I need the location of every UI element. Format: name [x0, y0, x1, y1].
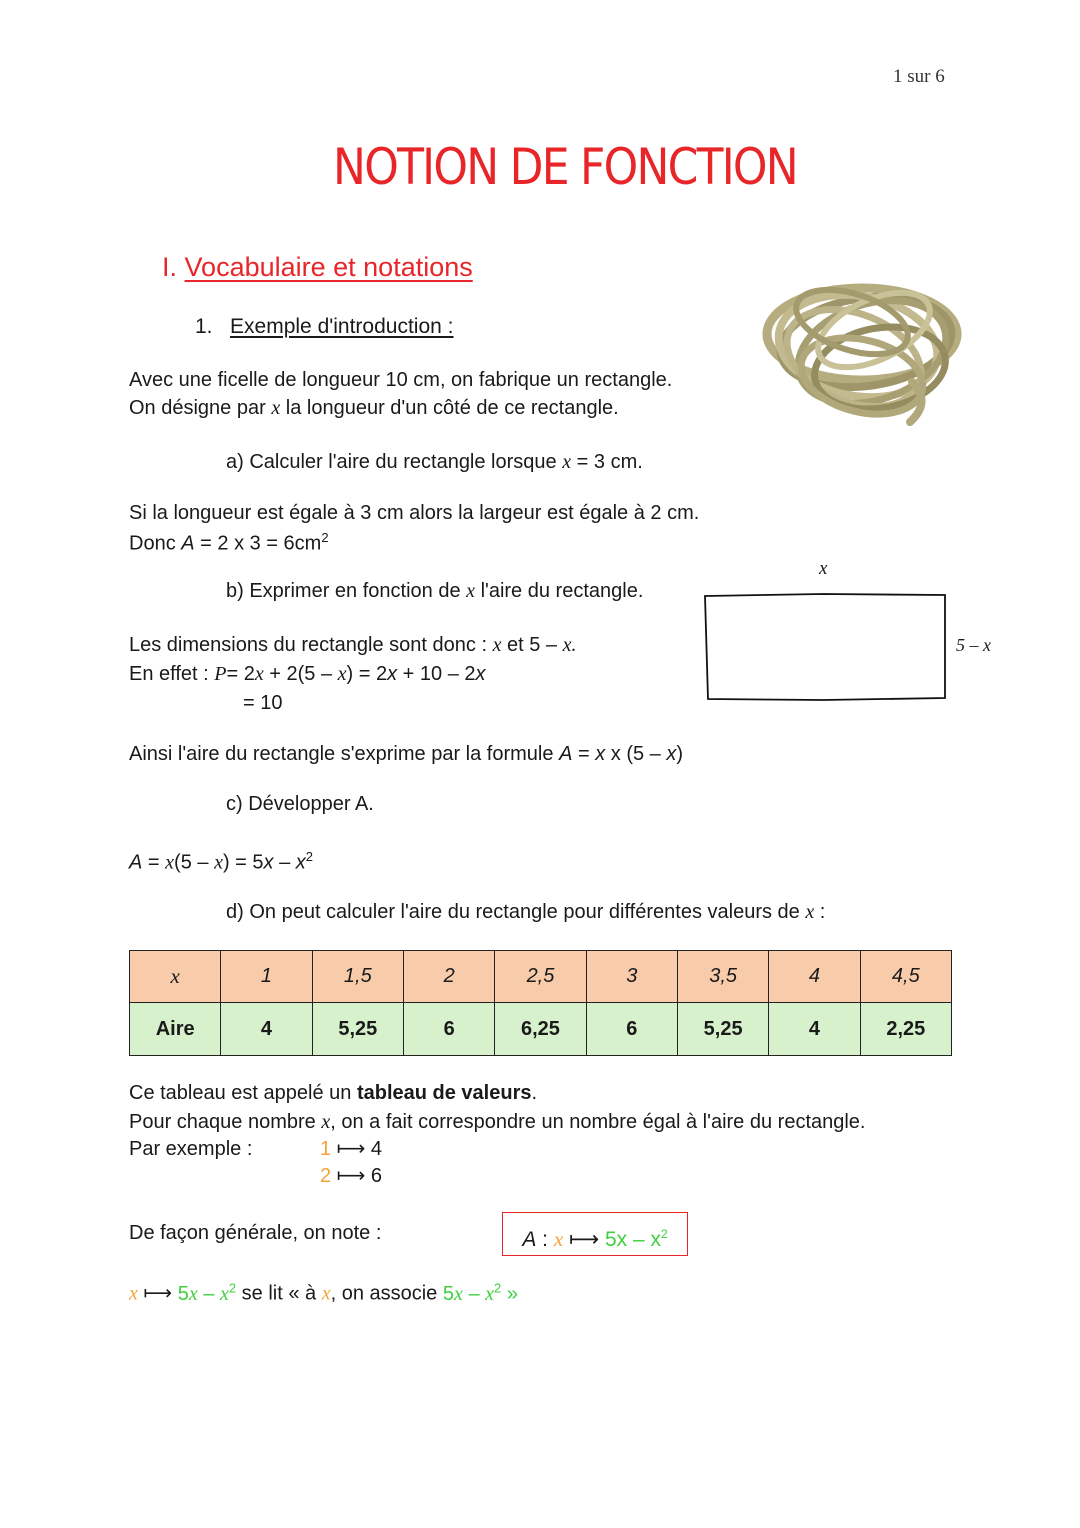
table-cell: 2,5: [495, 951, 586, 1003]
section-heading: [162, 252, 473, 283]
table-cell: 4: [769, 1003, 860, 1056]
rectangle-figure: [703, 590, 949, 704]
table-cell: 2,25: [860, 1003, 951, 1056]
reading-rule: x ⟼ $5x - x^2$ se lit « à x, on associe $5x - x^2$ »: [129, 1280, 518, 1305]
answer-b-perimeter: En effet : P= 2x + 2(5 – x) = 2x + 10 – 2x: [129, 663, 486, 685]
table-row-aire: [130, 1003, 952, 1056]
general-notation-label: De façon générale, on note :: [129, 1222, 382, 1244]
example-label: Par exemple :: [129, 1138, 253, 1160]
page-number: 1 sur 6: [893, 66, 945, 87]
section-title: Vocabulaire et notations: [184, 252, 473, 282]
page-title: NOTION DE FONCTION: [333, 138, 797, 196]
question-c: c) Développer A.: [226, 793, 374, 815]
answer-b-perimeter-result: = 10: [243, 692, 283, 714]
table-cell: 4,5: [860, 951, 951, 1003]
example-mapping-1: 1 ⟼ 4: [320, 1138, 383, 1160]
figure-label-side: 5 – x: [956, 635, 991, 655]
table-cell: 6: [586, 1003, 677, 1056]
table-caption: Ce tableau est appelé un tableau de valeurs.: [129, 1082, 538, 1104]
table-cell: 2: [403, 951, 494, 1003]
answer-a-line-1: Si la longueur est égale à 3 cm alors la largeur est égale à 2 cm.: [129, 502, 700, 524]
question-a: a) Calculer l'aire du rectangle lorsque x = 3 cm.: [226, 451, 643, 473]
table-row-x: [130, 951, 952, 1003]
subsection-number: 1.: [195, 315, 213, 338]
question-b: b) Exprimer en fonction de x l'aire du rectangle.: [226, 580, 644, 602]
rope-image: [762, 272, 974, 434]
example-mapping-2: 2 ⟼ 6: [320, 1165, 383, 1187]
answer-c: $A = x(5 - x) = 5x - x^2$: [129, 849, 314, 874]
table-cell: 5,25: [677, 1003, 768, 1056]
intro-line-1: Avec une ficelle de longueur 10 cm, on fabrique un rectangle.: [129, 369, 673, 391]
answer-a-line-2: Donc A = 2 x $3 = 6cm^2$: [129, 530, 329, 555]
subsection-title: Exemple d'introduction :: [230, 315, 454, 338]
subsection-heading: [195, 315, 454, 339]
table-cell: 3,5: [677, 951, 768, 1003]
table-cell: 6: [403, 1003, 494, 1056]
table-header-x: x: [130, 951, 221, 1003]
table-cell: 5,25: [312, 1003, 403, 1056]
question-d: d) On peut calculer l'aire du rectangle pour différentes valeurs de x :: [226, 901, 826, 923]
table-cell: 3: [586, 951, 677, 1003]
answer-b-dimensions: Les dimensions du rectangle sont donc : x et 5 – x.: [129, 634, 577, 656]
table-header-aire: Aire: [130, 1003, 221, 1056]
figure-label-x: x: [819, 558, 828, 579]
correspondence-text: Pour chaque nombre x, on a fait correspondre un nombre égal à l'aire du rectangle.: [129, 1111, 866, 1133]
table-cell: 1: [221, 951, 312, 1003]
intro-line-2: On désigne par x la longueur d'un côté de ce rectangle.: [129, 397, 619, 419]
table-cell: 4: [769, 951, 860, 1003]
table-cell: 4: [221, 1003, 312, 1056]
table-cell: 6,25: [495, 1003, 586, 1056]
section-number: I.: [162, 252, 178, 282]
table-cell: 1,5: [312, 951, 403, 1003]
answer-b-formula: Ainsi l'aire du rectangle s'exprime par la formule A = x x (5 – x): [129, 743, 684, 765]
function-notation-box: A : x ⟼ $5x - x^2$: [502, 1212, 688, 1256]
values-table: [129, 950, 952, 1056]
